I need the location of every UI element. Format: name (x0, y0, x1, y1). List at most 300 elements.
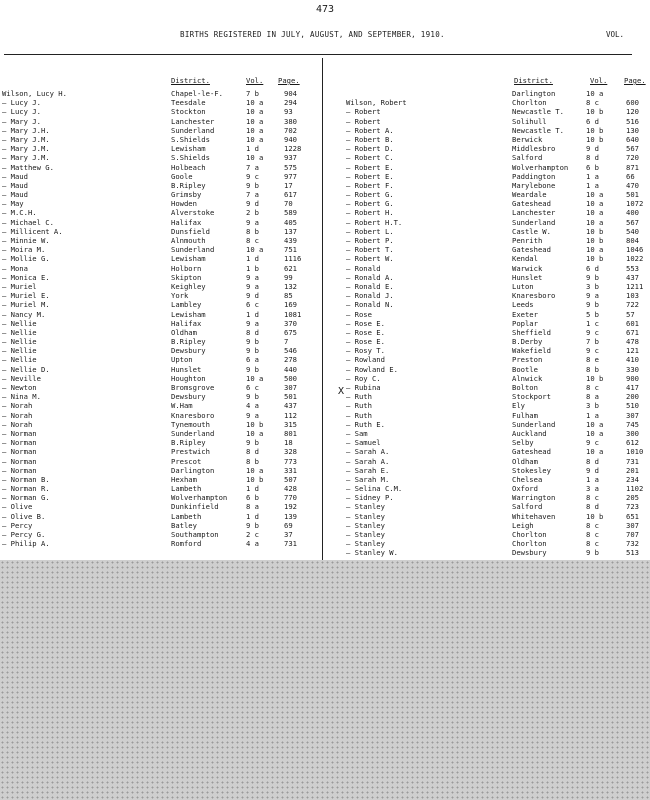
entry-row (328, 337, 650, 346)
entry-page: 640 (626, 134, 639, 144)
entry-vol: 10 b (586, 254, 604, 264)
entry-row (0, 484, 322, 493)
entry-row (328, 254, 650, 263)
entry-district: Lambley (171, 300, 202, 310)
entry-page: 93 (284, 107, 293, 117)
entry-vol: 9 d (586, 465, 599, 475)
entry-name: — Nellie (2, 337, 37, 347)
entry-page: 871 (626, 162, 639, 172)
entry-vol: 6 c (246, 383, 259, 392)
entry-row (328, 447, 650, 456)
entry-row (0, 337, 322, 346)
entry-vol: 10 a (586, 208, 604, 218)
entry-district: Darlington (512, 89, 556, 98)
entry-name: — Norah (2, 410, 33, 420)
entry-page: 99 (284, 272, 293, 282)
entry-row (0, 236, 322, 245)
entry-name: — Ronald (346, 263, 381, 273)
entry-row (328, 429, 650, 438)
entry-district: Poplar (512, 318, 538, 328)
entry-vol: 10 b (246, 419, 264, 429)
entry-vol: 6 c (246, 300, 259, 310)
entry-page: 437 (626, 272, 639, 282)
entry-name: — Rowland E. (346, 364, 398, 374)
entry-district: Leigh (512, 520, 534, 530)
entry-row (0, 273, 322, 282)
entry-row (328, 502, 650, 511)
entry-row (328, 493, 650, 502)
entry-vol: 6 d (586, 263, 599, 273)
entry-district: Howden (171, 199, 197, 209)
vol-header: Vol. (590, 76, 608, 85)
entry-page: 169 (284, 300, 297, 310)
entry-page: 589 (284, 208, 297, 218)
entry-district: Alnwick (512, 373, 543, 383)
entry-row (328, 163, 650, 172)
entry-vol: 2 c (246, 530, 259, 539)
entry-vol: 10 a (246, 107, 264, 117)
entry-name: — Lucy J. (2, 98, 41, 108)
entry-page: 17 (284, 180, 293, 190)
entry-row (0, 264, 322, 273)
entry-district: Bromsgrove (171, 383, 215, 392)
entry-row (0, 190, 322, 199)
entry-name: — Nellie (2, 355, 37, 365)
entry-row (328, 512, 650, 521)
entry-vol: 1 d (246, 144, 259, 154)
entry-district: Fulham (512, 410, 538, 420)
entry-name: — Robert D. (346, 144, 394, 154)
entry-name: — Newton (2, 383, 37, 392)
entry-row (328, 300, 650, 309)
entry-page: 437 (284, 401, 297, 411)
entry-district: Darlington (171, 465, 215, 475)
entry-page: 675 (284, 327, 297, 337)
entry-page: 57 (626, 309, 635, 319)
entry-district: Dewsbury (171, 346, 206, 356)
entry-vol: 7 b (246, 89, 259, 98)
entry-vol: 8 b (246, 456, 259, 466)
entry-vol: 8 c (246, 236, 259, 245)
entry-name: — Rubina (346, 383, 381, 392)
entry-page: 773 (284, 456, 297, 466)
entry-district: Warwick (512, 263, 543, 273)
entry-name: — Mollie G. (2, 254, 50, 264)
entry-page: 70 (284, 199, 293, 209)
entry-district: Chelsea (512, 474, 543, 484)
entry-name: — Maud (2, 180, 28, 190)
entry-name: — Norman R. (2, 484, 50, 494)
margin-mark: X (338, 386, 345, 397)
entry-name: — Matthew G. (2, 162, 54, 172)
entry-page: 440 (284, 364, 297, 374)
entry-name: — M.C.H. (2, 208, 37, 218)
right-entry-list (328, 89, 650, 558)
entry-vol: 10 a (246, 116, 264, 126)
entry-district: Luton (512, 281, 534, 291)
entry-page: 278 (284, 355, 297, 365)
entry-page: 478 (626, 337, 639, 347)
entry-page: 18 (284, 438, 293, 448)
entry-vol: 9 d (246, 291, 259, 301)
entry-vol: 8 d (246, 327, 259, 337)
entry-district: Middlesbro (512, 144, 556, 154)
entry-page: 540 (626, 226, 639, 236)
entry-name: — Maud (2, 190, 28, 200)
entry-vol: 4 a (246, 401, 259, 411)
entry-name: — Nellie (2, 346, 37, 356)
entry-vol: 10 a (246, 134, 264, 144)
entry-district: Selby (512, 438, 534, 448)
entry-page: 120 (626, 107, 639, 117)
entry-name: — Rose E. (346, 337, 385, 347)
entry-vol: 3 a (586, 484, 599, 494)
entry-vol: 1 d (246, 511, 259, 521)
entry-name: — Robert E. (346, 162, 394, 172)
entry-page: 507 (284, 474, 297, 484)
entry-vol: 10 a (246, 245, 264, 255)
entry-vol: 10 a (246, 125, 264, 135)
entry-vol: 10 a (246, 465, 264, 475)
entry-page: 553 (626, 263, 639, 273)
entry-row (0, 521, 322, 530)
entry-page: 205 (626, 493, 639, 503)
entry-row (328, 530, 650, 539)
entry-district: Paddington (512, 171, 556, 181)
entry-vol: 8 c (586, 539, 599, 549)
entry-district: Wakefield (512, 346, 551, 356)
entry-vol: 10 b (586, 236, 604, 245)
entry-page: 192 (284, 502, 297, 512)
entry-row (0, 328, 322, 337)
entry-vol: 10 a (586, 199, 604, 209)
entry-page: 501 (284, 392, 297, 402)
entry-name: — Robert H. (346, 208, 394, 218)
entry-district: Chorlton (512, 530, 547, 539)
entry-page: 513 (626, 548, 639, 558)
entry-district: Salford (512, 502, 543, 512)
entry-vol: 10 a (586, 190, 604, 200)
entry-name: — Philip A. (2, 539, 50, 549)
entry-vol: 8 b (586, 364, 599, 374)
entry-district: Sunderland (171, 428, 215, 438)
entry-row (0, 383, 322, 392)
entry-page: 731 (626, 456, 639, 466)
entry-page: 294 (284, 98, 297, 108)
entry-row (328, 521, 650, 530)
entry-vol: 9 b (246, 346, 259, 356)
entry-row (328, 135, 650, 144)
entry-name: — Robert H.T. (346, 217, 403, 227)
entry-name: — Muriel M. (2, 300, 50, 310)
entry-district: York (171, 291, 189, 301)
entry-name: — Rosy T. (346, 346, 385, 356)
entry-name: — Samuel (346, 438, 381, 448)
entry-page: 720 (626, 153, 639, 163)
entry-name: — Neville (2, 373, 41, 383)
entry-name: — Roy C. (346, 373, 381, 383)
entry-district: Penrith (512, 236, 543, 245)
entry-vol: 10 b (586, 134, 604, 144)
entry-page: 1046 (626, 245, 644, 255)
entry-page: 702 (284, 125, 297, 135)
entry-row (0, 218, 322, 227)
entry-name: — Sarah M. (346, 474, 390, 484)
entry-district: Stokesley (512, 465, 551, 475)
entry-name: — Robert A. (346, 125, 394, 135)
entry-vol: 5 b (586, 309, 599, 319)
entry-row (0, 144, 322, 153)
entry-name: — Rose E. (346, 327, 385, 337)
entry-page: 707 (626, 530, 639, 539)
entry-page: 405 (284, 217, 297, 227)
entry-page: 612 (626, 438, 639, 448)
entry-district: Marylebone (512, 180, 556, 190)
entry-vol: 9 a (246, 318, 259, 328)
entry-district: Salford (512, 153, 543, 163)
entry-row (0, 126, 322, 135)
entry-page: 331 (284, 465, 297, 475)
entry-row (328, 264, 650, 273)
entry-district: Wolverhampton (171, 493, 228, 503)
entry-vol: 9 a (246, 410, 259, 420)
entry-name: — Norah (2, 401, 33, 411)
entry-vol: 9 b (246, 337, 259, 347)
entry-district: Oxford (512, 484, 538, 494)
entry-district: Southampton (171, 530, 219, 539)
entry-district: Halifax (171, 318, 202, 328)
entry-district: Lanchester (171, 116, 215, 126)
entry-row (0, 365, 322, 374)
entry-district: S.Shields (171, 134, 210, 144)
entry-row (0, 245, 322, 254)
entry-district: Chorlton (512, 539, 547, 549)
entry-name: — Ruth (346, 410, 372, 420)
entry-district: Knaresboro (512, 291, 556, 301)
entry-vol: 9 b (246, 520, 259, 530)
entry-page: 417 (626, 383, 639, 392)
entry-district: Stockton (171, 107, 206, 117)
entry-district: Romford (171, 539, 202, 549)
entry-vol: 9 a (586, 291, 599, 301)
entry-vol: 1 a (586, 410, 599, 420)
entry-name: — May (2, 199, 24, 209)
entry-page: 770 (284, 493, 297, 503)
entry-district: Newcastle T. (512, 107, 564, 117)
entry-district: Dewsbury (512, 548, 547, 558)
entry-name: — Nellie D. (2, 364, 50, 374)
entry-row (0, 319, 322, 328)
entry-district: Hunslet (512, 272, 543, 282)
entry-district: Gateshead (512, 199, 551, 209)
entry-district: Lewisham (171, 144, 206, 154)
entry-vol: 9 c (586, 438, 599, 448)
entry-district: Sheffield (512, 327, 551, 337)
entry-district: Keighley (171, 281, 206, 291)
entry-name: — Stanley (346, 530, 385, 539)
entry-vol: 1 d (246, 484, 259, 494)
entry-district: Houghton (171, 373, 206, 383)
entry-row (0, 107, 322, 116)
entry-vol: 9 a (246, 217, 259, 227)
entry-row (328, 190, 650, 199)
entry-page: 722 (626, 300, 639, 310)
entry-row (328, 457, 650, 466)
entry-name: Wilson, Lucy H. (2, 89, 67, 98)
entry-name: — Norman (2, 456, 37, 466)
entry-district: Gateshead (512, 447, 551, 457)
entry-name: — Stanley W. (346, 548, 398, 558)
entry-vol: 10 b (586, 125, 604, 135)
entry-page: 1022 (626, 254, 644, 264)
entry-name: — Percy (2, 520, 33, 530)
entry-row (0, 153, 322, 162)
entry-row (328, 172, 650, 181)
entry-vol: 8 d (246, 447, 259, 457)
entry-vol: 9 b (586, 272, 599, 282)
entry-vol: 10 b (586, 373, 604, 383)
entry-page: 200 (626, 392, 639, 402)
entry-vol: 2 b (246, 208, 259, 218)
entry-row (0, 254, 322, 263)
district-header: District. (171, 76, 210, 85)
entry-vol: 1 b (246, 263, 259, 273)
entry-row (328, 291, 650, 300)
entry-page: 671 (626, 327, 639, 337)
entry-name: — Muriel E. (2, 291, 50, 301)
entry-name: — Ronald E. (346, 281, 394, 291)
entry-name: — Norman G. (2, 493, 50, 503)
entry-vol: 10 b (586, 511, 604, 521)
entry-vol: 8 c (586, 98, 599, 108)
entry-row (0, 466, 322, 475)
entry-name: — Robert L. (346, 226, 394, 236)
entry-vol: 6 b (246, 493, 259, 503)
entry-vol: 8 c (586, 530, 599, 539)
entry-district: Dunsfield (171, 226, 210, 236)
entry-row (328, 236, 650, 245)
entry-row (328, 539, 650, 548)
entry-row (328, 420, 650, 429)
entry-page: 731 (284, 539, 297, 549)
entry-row (328, 181, 650, 190)
entry-page: 66 (626, 171, 635, 181)
entry-name: — Selina C.M. (346, 484, 403, 494)
entry-page: 940 (284, 134, 297, 144)
entry-row (0, 374, 322, 383)
entry-vol: 8 a (586, 392, 599, 402)
entry-page: 751 (284, 245, 297, 255)
entry-page: 1228 (284, 144, 302, 154)
entry-name: — Mona (2, 263, 28, 273)
entry-name: — Ronald N. (346, 300, 394, 310)
entry-district: Lewisham (171, 254, 206, 264)
page-title: BIRTHS REGISTERED IN JULY, AUGUST, AND SEPTEMBER, 1910. (180, 30, 445, 39)
entry-page: 1102 (626, 484, 644, 494)
entry-vol: 9 c (246, 171, 259, 181)
entry-page: 516 (626, 116, 639, 126)
left-entry-list (0, 89, 322, 548)
entry-row (0, 117, 322, 126)
entry-vol: 10 a (586, 419, 604, 429)
entry-name: — Ronald J. (346, 291, 394, 301)
entry-page: 139 (284, 511, 297, 521)
entry-row (328, 227, 650, 236)
entry-vol: 7 a (246, 162, 259, 172)
district-header: District. (514, 76, 553, 85)
entry-row (328, 208, 650, 217)
page-header: Page. (624, 76, 646, 85)
entry-name: — Nina M. (2, 392, 41, 402)
entry-name: — Sarah A. (346, 456, 390, 466)
entry-district: Dunkinfield (171, 502, 219, 512)
entry-name: Wilson, Robert (346, 98, 407, 108)
entry-row (328, 245, 650, 254)
entry-district: W.Ham (171, 401, 193, 411)
entry-row (0, 530, 322, 539)
entry-vol: 10 a (246, 153, 264, 163)
entry-district: Bolton (512, 383, 538, 392)
entry-name: — Robert F. (346, 180, 394, 190)
entry-name: — Robert G. (346, 190, 394, 200)
entry-page: 112 (284, 410, 297, 420)
entry-vol: 1 a (586, 171, 599, 181)
entry-name: — Stanley (346, 520, 385, 530)
entry-name: — Lucy J. (2, 107, 41, 117)
entry-name: — Rose E. (346, 318, 385, 328)
entry-row (0, 355, 322, 364)
entry-name: — Millicent A. (2, 226, 63, 236)
entry-row (0, 346, 322, 355)
entry-row (0, 539, 322, 548)
entry-vol: 9 a (246, 272, 259, 282)
redacted-area (0, 560, 650, 800)
entry-vol: 10 a (246, 98, 264, 108)
entry-name: — Muriel (2, 281, 37, 291)
entry-district: Skipton (171, 272, 202, 282)
entry-name: — Robert (346, 107, 381, 117)
entry-district: B.Derby (512, 337, 543, 347)
entry-page: 1081 (284, 309, 302, 319)
entry-page: 651 (626, 511, 639, 521)
entry-row (0, 493, 322, 502)
entry-vol: 7 b (586, 337, 599, 347)
entry-vol: 10 b (246, 474, 264, 484)
entry-vol: 8 c (586, 520, 599, 530)
entry-page: 400 (626, 208, 639, 218)
entry-page: 85 (284, 291, 293, 301)
entry-name: — Robert W. (346, 254, 394, 264)
entry-page: 801 (284, 428, 297, 438)
entry-vol: 9 b (586, 548, 599, 558)
entry-page: 500 (284, 373, 297, 383)
entry-district: Dewsbury (171, 392, 206, 402)
entry-district: Exeter (512, 309, 538, 319)
entry-vol: 9 b (246, 180, 259, 190)
entry-page: 804 (626, 236, 639, 245)
entry-district: Weardale (512, 190, 547, 200)
entry-vol: 8 d (586, 456, 599, 466)
entry-name: — Ruth (346, 401, 372, 411)
entry-row (328, 126, 650, 135)
entry-district: Auckland (512, 428, 547, 438)
entry-page: 470 (626, 180, 639, 190)
entry-district: Warrington (512, 493, 556, 503)
entry-page: 7 (284, 337, 289, 347)
entry-page: 745 (626, 419, 639, 429)
entry-page: 904 (284, 89, 297, 98)
entry-district: S.Shields (171, 153, 210, 163)
